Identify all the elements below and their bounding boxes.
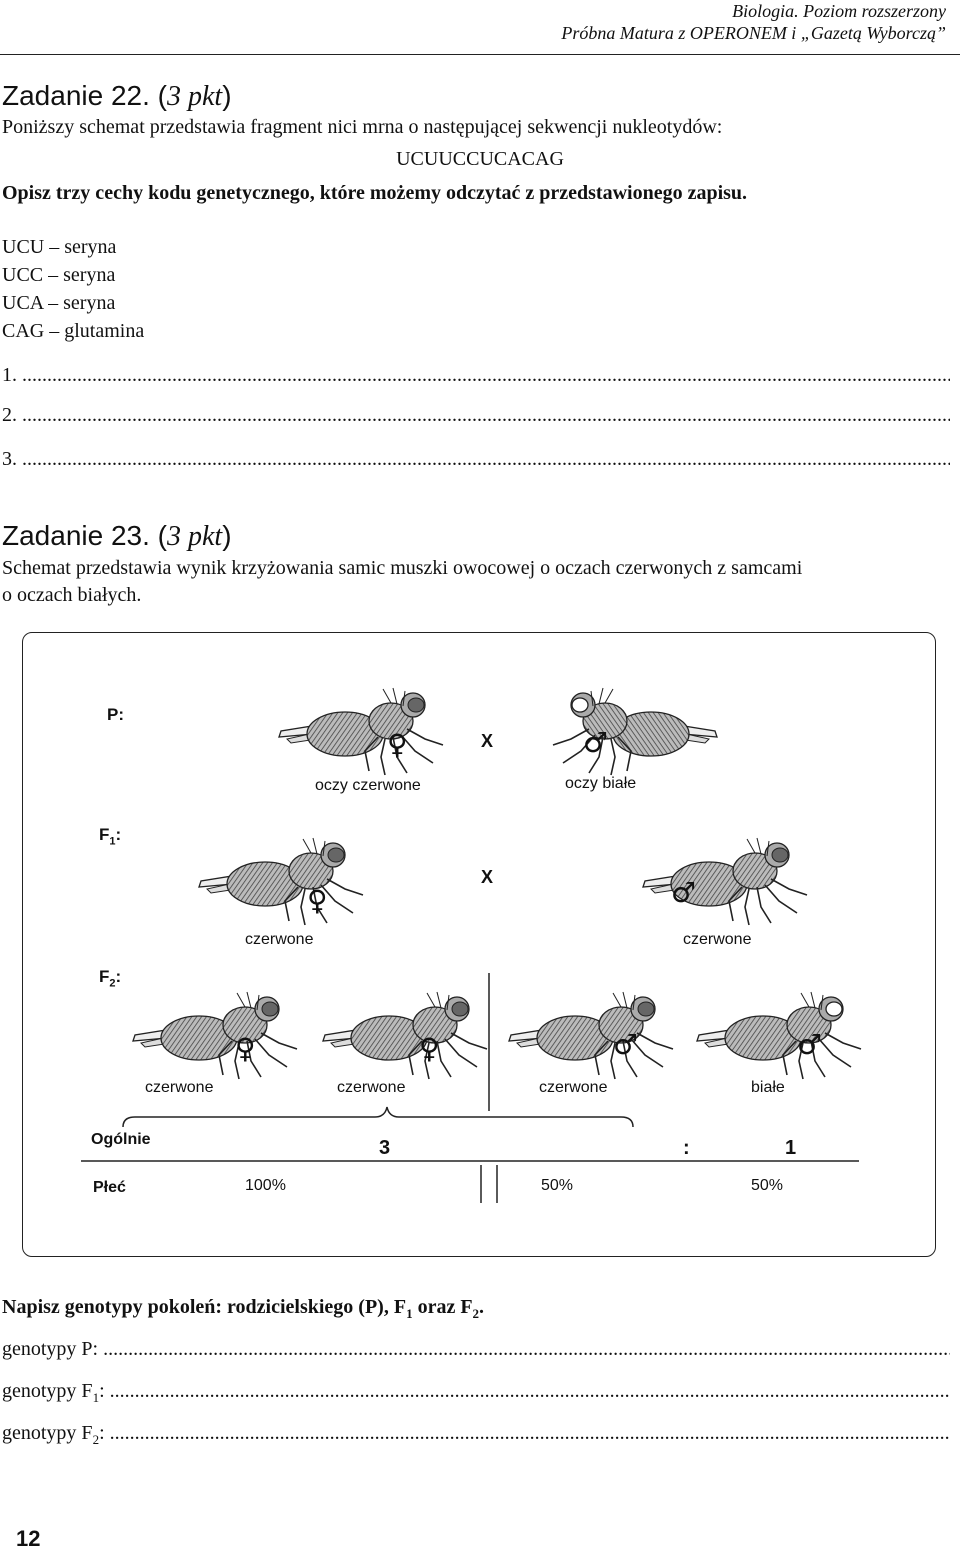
pct-female: 100% (245, 1177, 286, 1194)
p-generation-label: P: (107, 705, 124, 724)
ratio-1: 1 (785, 1137, 797, 1159)
female-symbol-icon: ♀ (387, 728, 408, 761)
task23-title: Zadanie 23. (3 pkt) (2, 520, 232, 552)
codon-2: UCC – seryna (2, 264, 116, 286)
task22-intro: Poniższy schemat przedstawia fragment nici mrna o następującej sekwencji nukleotydów: (2, 116, 723, 138)
header-subject: Biologia. Poziom rozszerzony (732, 1, 946, 21)
genotype-f1-line[interactable]: genotypy $F_1$: ..... (2, 1378, 950, 1411)
female-symbol-icon: ♀ (235, 1032, 256, 1065)
f1-female-label: czerwone (245, 931, 314, 948)
overall-label: Ogólnie (91, 1131, 151, 1148)
task23-intro-2: o oczach białych. (2, 584, 142, 606)
f2-label-3: czerwone (539, 1079, 608, 1096)
male-symbol-icon: ♂ (671, 876, 697, 909)
female-symbol-icon: ♀ (307, 884, 328, 917)
genotype-f2-line[interactable]: genotypy $F_2$: ..... (2, 1420, 950, 1453)
codon-1: UCU – seryna (2, 236, 117, 258)
f1-male-label: czerwone (683, 931, 752, 948)
task22-title: Zadanie 22. (3 pkt) (2, 80, 232, 112)
page-number: 12 (16, 1526, 41, 1551)
genotype-p-line[interactable]: genotypy P: ..... (2, 1336, 950, 1362)
male-symbol-icon: ♂ (797, 1028, 823, 1061)
f2-label-1: czerwone (145, 1079, 214, 1096)
male-symbol-icon: ♂ (583, 726, 609, 759)
codon-4: CAG – glutamina (2, 320, 145, 342)
f2-label-2: czerwone (337, 1079, 406, 1096)
diagram-lines (23, 633, 935, 1256)
sex-label: Płeć (93, 1179, 126, 1196)
male-symbol-icon: ♂ (613, 1028, 639, 1061)
p-female-label: oczy czerwone (315, 777, 421, 794)
f2-label-4: białe (751, 1079, 785, 1096)
p-male-label: oczy białe (565, 775, 637, 792)
task23-intro-1: Schemat przedstawia wynik krzyżowania samic muszki owocowej o oczach czerwonych z samcami (2, 557, 803, 579)
header-exam: Próbna Matura z OPERONEM i „Gazetą Wyborczą” (561, 23, 946, 43)
task22-sequence: UCUUCCUCACAG (396, 148, 564, 170)
ratio-separator: : (683, 1137, 690, 1159)
answer-line-2[interactable]: 2. ..... (2, 402, 950, 428)
answer-line-1[interactable]: 1. ..... (2, 362, 950, 388)
ratio-3: 3 (379, 1137, 391, 1159)
pct-male-red: 50% (541, 1177, 574, 1194)
task22-question: Opisz trzy cechy kodu genetycznego, które możemy odczytać z przedstawionego zapisu. (2, 182, 748, 204)
cross-x: X (481, 867, 494, 887)
cross-x: X (481, 731, 494, 751)
cross-diagram (22, 632, 936, 1257)
task23-question: Napisz genotypy pokoleń: rodzicielskiego (P), $F_1$ oraz $F_2$. (2, 1296, 485, 1321)
header-rule (0, 54, 960, 55)
answer-line-3[interactable]: 3. ..... (2, 446, 950, 472)
f2-generation-label: $F_2$: (99, 967, 122, 990)
pct-male-white: 50% (751, 1177, 784, 1194)
female-symbol-icon: ♀ (419, 1032, 440, 1065)
f1-generation-label: $F_1$: (99, 825, 122, 848)
codon-3: UCA – seryna (2, 292, 116, 314)
